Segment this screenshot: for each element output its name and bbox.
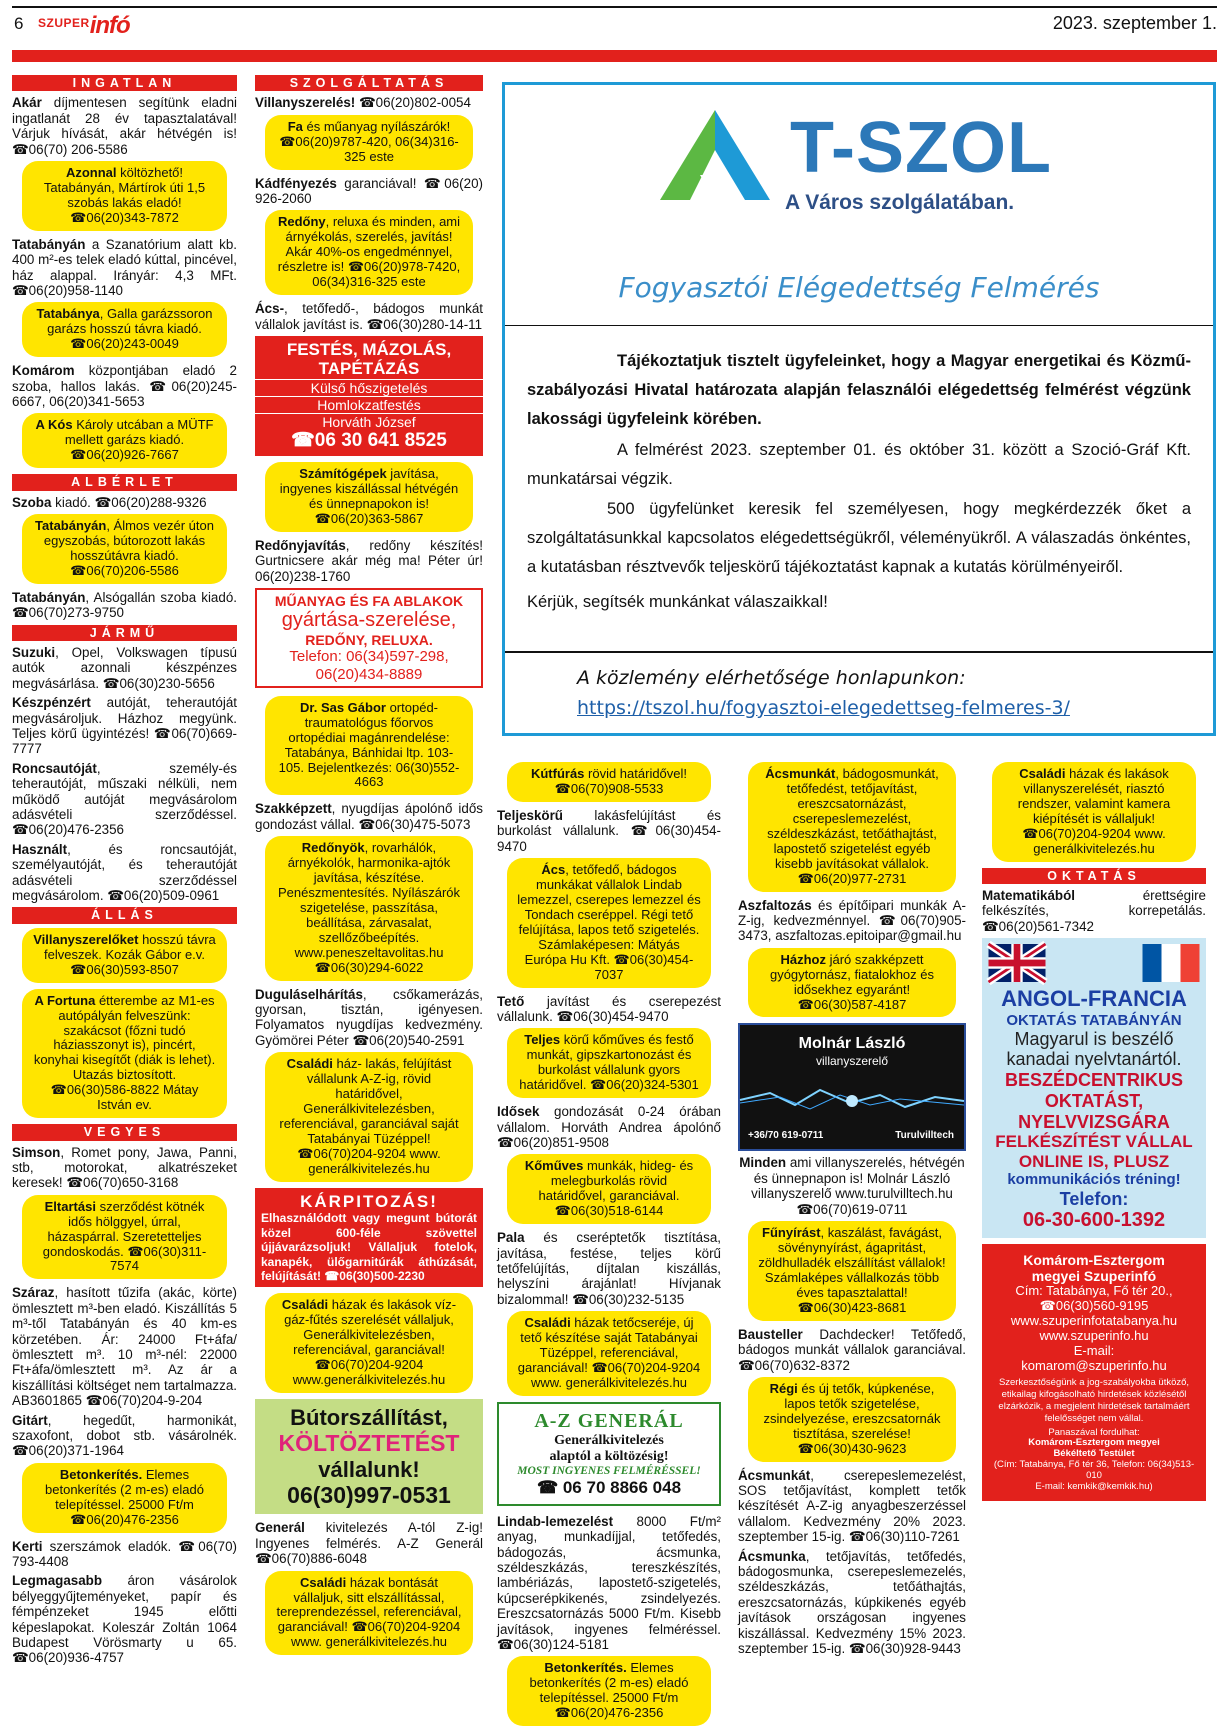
column-1 [12, 75, 237, 1670]
classified-ad: Gitárt, hegedűt, harmonikát, szaxofont, dobot stb. vásárolnék. ☎06(20)371-1964 [12, 1412, 237, 1459]
classified-ad: Ácsmunka, tetőjavítás, tetőfedés, bádogosmunka, cserepeslemezelés, széldeszkázás, tetőáthajtás, ereszcsatornázás, kúpkikenés egyéb javítások országosan ingyenes kiszállással. Kedvezmény 15% 2023. szeptember 15-ig. ☎06(30)928-9443 [738, 1548, 966, 1657]
column-3 [497, 762, 721, 1732]
highlighted-ad: Családi ház- lakás, felújítást vállalunk A-Z-ig, rövid határidővel, Generálkivitelezésben, referenciával, garanciával saját Tatabányai Tüzéppel! ☎06(70)204-9204 www. generálkivitelezés.hu [265, 1052, 473, 1182]
highlighted-ad: Fűnyírást, kaszálást, favágást, sövénynyírást, ágapritást, zöldhulladék elszállítást vállalok! Számlaképes vállalkozás több éves tapasztalattal! ☎06(30)423-8681 [748, 1221, 956, 1321]
karpitozas-display-ad: KÁRPITOZÁS! Elhasználódott vagy megunt bútorát közel 600-féle szövettel újjávarázsoljuk! Vállaljuk fotelok, kanapék, ülőgarnitúrák áthúzását, felújítását! ☎06(30)500-2230 [255, 1188, 483, 1288]
uk-flag-icon [988, 944, 1046, 982]
angol-francia-display-ad: ANGOL-FRANCIA OKTATÁS TATABÁNYÁN Magyarul is beszélő kanadai nyelvtanártól. BESZÉDCENTRIKUS OKTATÁST, NYELVVIZSGÁRA FELKÉSZÍTÉST VÁLLAL ONLINE IS, PLUSZ kommunikációs tréning! Telefon: 06-30-600-1392 [982, 938, 1206, 1238]
highlighted-ad: Házhoz járó szakképzett gyógytornász, fiatalokhoz és idősekhez egyaránt! ☎06(30)587-4187 [748, 948, 956, 1018]
france-flag-icon [1142, 944, 1200, 982]
header-divider [12, 50, 1217, 62]
classified-ad: Minden ami villanyszerelés, hétvégén és ünnepnapon is! Molnár László villanyszerelő www.turulvilltech.hu ☎06(70)619-0711 [739, 1155, 965, 1217]
classified-ad: Matematikából érettségire felkészítés, korrepetálás. ☎06(20)561-7342 [982, 888, 1206, 934]
classified-ad: Tatabányán, Alsógallán szoba kiadó. ☎06(70)273-9750 [12, 589, 237, 621]
classified-ad: Legmagasabb áron vásárolok bélyeggyűjteményeket, papír és fémpénzeket 1945 előtti képeslapokat. Koleszár Zoltán 1064 Budapest Vörösmarty u 65. ☎06(20)936-4757 [12, 1573, 237, 1666]
highlighted-ad: Dr. Sas Gábor ortopéd-traumatológus főorvos ortopédiai magánrendelése: Tatabánya, Bánhidai ltp. 103-105. Bejelentkezés: 06(30)552-4663 [265, 696, 473, 796]
classified-ad: Aszfaltozás és építőipari munkák A-Z-ig, kedvezménnyel. ☎06(70)905-3473, aszfaltozas.epitoipar@gmail.hu [738, 897, 966, 944]
az-general-display-ad: A-Z GENERÁL Generálkivitelezés alaptól a költözésig! MOST INGYENES FELMÉRÉSSEL! ☎ 06 70 8866 048 [497, 1402, 721, 1506]
classified-ad: Szoba kiadó. ☎06(20)288-9326 [12, 494, 207, 510]
classified-ad: Lindab-lemezelést 8000 Ft/m² anyag, munkadíjjal, tetőfedés, bádogozás, ácsmunka, széldeszkázás, tereszkészítés, lambériázás, lapostető-szigetelés, kúpcserépkikenés, zsindelyezés. Ereszcsatornázás 5000 Ft/m. Kisebb javítások, ingyenes felméréssel. ☎06(30)124-5181 [497, 1513, 721, 1653]
highlighted-ad: Családi házak bontását vállaljuk, sitt elszállítással, tereprendezéssel, referenciával, garanciával! ☎06(70)204-9204 www. generálkivitelezés.hu [265, 1571, 473, 1656]
classified-ad: Teljeskörű lakásfelújítást és burkolást vállalunk. ☎06(30)454-9470 [497, 807, 721, 854]
highlighted-ad: Redőny, reluxa és minden, ami árnyékolás, szerelés, javítás! Akár 40%-os engedménnyel, részletre is! ☎06(20)978-7420, 06(34)316-325 este [265, 210, 473, 295]
section-alberlet: ALBÉRLET [12, 474, 237, 490]
classified-ad: Kerti szerszámok eladók. ☎06(70) 793-4408 [12, 1538, 237, 1570]
szuperinfo-logo: $^{SZUPER}$infó [38, 12, 130, 39]
classified-ad: Generál kivitelezés A-tól Z-ig! Ingyenes felmérés. A-Z Generál ☎06(70)886-6048 [255, 1520, 483, 1567]
classified-ad: Ács-, tetőfedő-, bádogos munkát vállalok javítást is. ☎06(30)280-14-11 [255, 301, 483, 332]
highlighted-ad: Fa és műanyag nyílászárók! ☎06(20)9787-420, 06(34)316-325 este [265, 115, 473, 170]
tszol-body: Tájékoztatjuk tisztelt ügyfeleinket, hogy a Magyar energetikai és Közmű-szabályozási Hivatal határozata alapján felasználói elégedettség felmérést végzünk lakossági ügyfeleink körében. A felmérést 2023. szeptember 01. és október 31. között a Szoció-Gráf Kft. munkatársai végzik. 500 ügyfelünket keresik fel személyesen, hogy megkérdezzék őket a szolgáltatásunkkal kapcsolatos elégedettségükről, véleményükről. A válaszadás önkéntes, a kutatásban résztvevők teljeskörű tájékoztatást kapnak a kutatás körülményeiről. Kérjük, segítsék munkánkat válaszaikkal! [527, 352, 1191, 611]
highlighted-ad: Családi házak és lakások villanyszerelését, riasztó rendszer, valamint kamera kiépítését is vállaljuk! ☎06(70)204-9204 www. generálkivitelezés.hu [992, 762, 1196, 862]
highlighted-ad: Családi házak tetőcseréje, új tető készítése saját Tatabányai Tüzéppel, referenciával, garanciával! ☎06(70)204-9204 www. generálkivitelezés.hu [507, 1311, 711, 1396]
page-header [12, 6, 1217, 40]
classified-ad: Használt, és roncsautóját, személyautóját, és teherautóját adásvételi szerződéssel megvásárolom. ☎06(20)509-0961 [12, 841, 237, 904]
issue-date: 2023. szeptember 1. [1052, 13, 1217, 33]
highlighted-ad: Tatabánya, Galla garázssoron garázs hosszú távra kiadó. ☎06(20)243-0049 [22, 302, 227, 357]
classified-ad: Tatabányán a Szanatórium alatt kb. 400 m²-es telek eladó kúttal, pincével, ház alappal. Irányár: 4,3 MFt. ☎06(20)958-1140 [12, 236, 237, 298]
page-number: 6 [14, 14, 24, 33]
classified-ad: Kádfényezés garanciával! ☎06(20) 926-2060 [255, 175, 483, 206]
classified-ad: Készpénzért autóját, teherautóját megvásároljuk. Házhoz megyünk. Teljes körű ügyintézés! ☎06(70)669-7777 [12, 695, 237, 757]
butorszallitas-display-ad: Bútorszállítást, KÖLTÖZTETÉST vállalunk! 06(30)997-0531 [255, 1399, 483, 1514]
classified-ad: Pala és cseréptetők tisztítása, javítása, festése, teljes körű tetőfelújítás, díjtalan kiszállás, helyszíni árajánlat! Hívjanak bizalommal! ☎06(30)232-5135 [497, 1230, 721, 1307]
highlighted-ad: Azonnal költözhető! Tatabányán, Mártírok úti 1,5 szobás lakás eladó! ☎06(20)343-7872 [22, 161, 227, 231]
section-ingatlan: INGATLAN [12, 75, 237, 91]
highlighted-ad: Ács, tetőfedő, bádogos munkákat vállalok Lindab lemezzel, cserepes lemezzel és Tondach cseréppel. Régi tető felújítása, lapos tető szigetelés. Számlaképesen: Mátyás Európa Hu Kft. ☎06(30)454-7037 [507, 858, 711, 988]
highlighted-ad: Redőnyök, rovarhálók, árnyékolók, harmonika-ajtók javítása, készítése. Penészmentesítés. Nyílászárók szigetelése, passzítása, beállítása, zárvasalat, szellőzőbeépítés. www.peneszeltavolitas.hu ☎06(30)294-6022 [265, 836, 473, 980]
highlighted-ad: Régi és új tetők, kúpkenése, lapos tetők szigetelése, zsindelyezése, ereszcsatornák tisztítása, szerelése! ☎06(30)430-9623 [748, 1377, 956, 1462]
highlighted-ad: Villanyszerelőket hosszú távra felveszek. Kozák Gábor e.v. ☎06(30)593-8507 [22, 928, 227, 983]
section-oktatas: OKTATÁS [982, 868, 1206, 884]
classified-ad: Akár díjmentesen segítünk eladni ingatlanát 28 év tapasztalatával! Várjuk hívását, akár hétvégén is! ☎06(70) 206-5586 [12, 95, 237, 157]
classified-ad: Duguláselhárítás, csőkamerázás, gyorsan, tisztán, igényesen. Folyamatos nyugdíjas kedvezmény. Gyömörei Péter ☎06(20)540-2591 [255, 986, 483, 1048]
molnar-laszlo-display-ad: Molnár László villanyszerelő +36/70 619-0711 Turulvilltech [738, 1023, 966, 1151]
highlighted-ad: Eltartási szerződést kötnék idős hölggyel, úrral, házaspárral. Szeretetteljes gondoskodás. ☎06(30)311-7574 [22, 1195, 227, 1280]
classified-ad: Redőnyjavítás, redőny készítés! Gurtnicsere akár még ma! Péter úr! 06(20)238-1760 [255, 537, 483, 584]
tszol-survey-ad [502, 82, 1216, 736]
classified-ad: Suzuki, Opel, Volkswagen típusú autók azonnali készpénzes megvásárlása. ☎06(30)230-5656 [12, 644, 237, 691]
section-jarmu: JÁRMŰ [12, 625, 237, 641]
classified-ad: Villanyszerelés! ☎06(20)802-0054 [255, 95, 471, 111]
highlighted-ad: Családi házak és lakások víz-gáz-fűtés szerelését vállaljuk, Generálkivitelezésben, referenciával, garanciával! ☎06(70)204-9204 www.generálkivitelezés.hu [265, 1293, 473, 1393]
festes-display-ad: FESTÉS, MÁZOLÁS, TAPÉTÁZÁS Külső hőszigetelés Homlokzatfestés Horváth József ☎06 30 641 8525 [255, 336, 483, 456]
classified-ad: Simson, Romet pony, Jawa, Panni, stb, motorokat, alkatrészeket keresek! ☎06(70)650-3168 [12, 1144, 237, 1191]
column-2 [255, 75, 483, 1661]
tszol-divider-2 [505, 651, 1213, 653]
classified-ad: Bausteller Dachdecker! Tetőfedő, bádogos munkát vállalok garanciával. ☎06(70)632-8372 [738, 1326, 966, 1373]
szuperinfo-contact-box: Komárom-Esztergom megyei Szuperinfó Cím: Tatabánya, Fő tér 20., ☎06(30)560-9195 www.szuperinfotatabanya.hu www.szuperinfo.hu E-mail: komarom@szuperinfo.hu Szerkesztőségünk a jog-szabályokba ütköző, etikailag kifogásolható hirdetések közlésétől elzárkózik, a megjelent hirdetések tartalmáért felelősséget nem vállal. Panaszával fordulhat: Komárom-Esztergom megyei Békéltető Testület (Cím: Tatabánya, Fő tér 36, Telefon: 06(34)513-010 E-mail: kemkik@kemkik.hu) [982, 1244, 1206, 1501]
highlighted-ad: Számítógépek javítása, ingyenes kiszállással hétvégén és ünnepnapokon is! ☎06(20)363-5867 [265, 462, 473, 532]
tszol-divider-1 [505, 325, 1213, 326]
column-5 [982, 762, 1206, 1501]
classified-ad: Száraz, hasított tűzifa (akác, körte) ömlesztett m³-ben eladó. Kiszállítás 5 m³-től Tatabányán és 40 km-es körzetében. Ár: 24000 Ft+áfa/ömlesztett m³. 10 m³-nél: 22000 Ft+áfa/ömlesztett m³. Az ár a kiszállítási költséget nem tartalmazza. AB3601865 ☎06(70)204-9-204 [12, 1285, 237, 1409]
tszol-link[interactable]: https://tszol.hu/fogyasztoi-elegedettseg-felmeres-3/ [577, 697, 1070, 719]
section-vegyes: VEGYES [12, 1124, 237, 1140]
highlighted-ad: Ácsmunkát, bádogosmunkát, tetőfedést, tetőjavítást, ereszcsatornázást, cserepeslemezelést, széldeszkázást, tetőáthajtást, lapostető szigetelést egyéb kisebb javításokat vállalok. ☎06(20)977-2731 [748, 762, 956, 892]
classified-ad: Komárom központjában eladó 2 szoba, hallos lakás. ☎06(20)245-6667, 06(20)341-5653 [12, 363, 237, 409]
tszol-title: Fogyasztói Elégedettség Felmérés [618, 271, 1100, 304]
classified-ad: Ácsmunkát, cserepeslemezelést, SOS tetőjavítást, komplett tetők készítését A-Z-ig anyagbeszerzéssel vállalom. Kedvezmény 20% 2023. szeptember 15-ig. ☎06(30)110-7261 [738, 1467, 966, 1545]
highlighted-ad: Kőműves munkák, hideg- és melegburkolás rövid határidővel, garanciával. ☎06(30)518-6144 [507, 1154, 711, 1224]
classified-ad: Szakképzett, nyugdíjas ápolónő idős gondozást vállal. ☎06(30)475-5073 [255, 801, 483, 832]
highlighted-ad: Kútfúrás rövid határidővel! ☎06(70)908-5533 [507, 762, 711, 802]
highlighted-ad: Betonkerítés. Elemes betonkerítés (2 m-es) eladó telepítéssel. 25000 Ft/m ☎06(20)476-2356 [507, 1656, 711, 1726]
highlighted-ad: A Fortuna étterembe az M1-es autópályán felveszünk: szakácsot (főzni tudó háziasszonyt is), pincért, konyhai kisegítőt (diák is lehet). Utazás biztosított. ☎06(30)586-8822 Mátay István ev. [22, 989, 227, 1119]
highlighted-ad: Teljes körű kőműves és festő munkát, gipszkartonozást és burkolást vállalunk gyors határidővel. ☎06(20)324-5301 [507, 1028, 711, 1098]
tszol-brand: T-SZOL [790, 108, 1052, 188]
section-allas: ÁLLÁS [12, 907, 237, 923]
highlighted-ad: Tatabányán, Álmos vezér úton egyszobás, bútorozott lakás hosszútávra kiadó. ☎06(70)206-5586 [22, 514, 227, 584]
tszol-logo-icon [645, 105, 785, 205]
classified-ad: Roncsautóját, személy-és teherautóját, műszaki nélküli, nem működő autóját megvásárolom adásvételi szerződéssel. ☎06(20)476-2356 [12, 760, 237, 838]
highlighted-ad: A Kós Károly utcában a MÜTF mellett garázs kiadó. ☎06(20)926-7667 [22, 413, 227, 468]
tszol-link-lead: A közlemény elérhetősége honlapunkon: [577, 667, 966, 689]
highlighted-ad: Betonkerítés. Elemes betonkerítés (2 m-es) eladó telepítéssel. 25000 Ft/m ☎06(20)476-2356 [22, 1463, 227, 1533]
ablak-display-ad: MŰANYAG ÉS FA ABLAKOK gyártása-szerelése, REDŐNY, RELUXA. Telefon: 06(34)597-298, 06(20)434-8889 [255, 588, 483, 688]
classified-ad: Idősek gondozását 0-24 órában vállalom. Horváth Andrea ápolónő ☎06(20)851-9508 [497, 1104, 721, 1150]
section-szolgaltatas: SZOLGÁLTATÁS [255, 75, 483, 91]
classified-ad: Tető javítást és cserepezést vállalunk. ☎06(30)454-9470 [497, 993, 721, 1024]
tszol-tagline: A Város szolgálatában. [785, 191, 1015, 214]
column-4 [738, 762, 966, 1661]
lightning-icon [740, 1075, 964, 1125]
